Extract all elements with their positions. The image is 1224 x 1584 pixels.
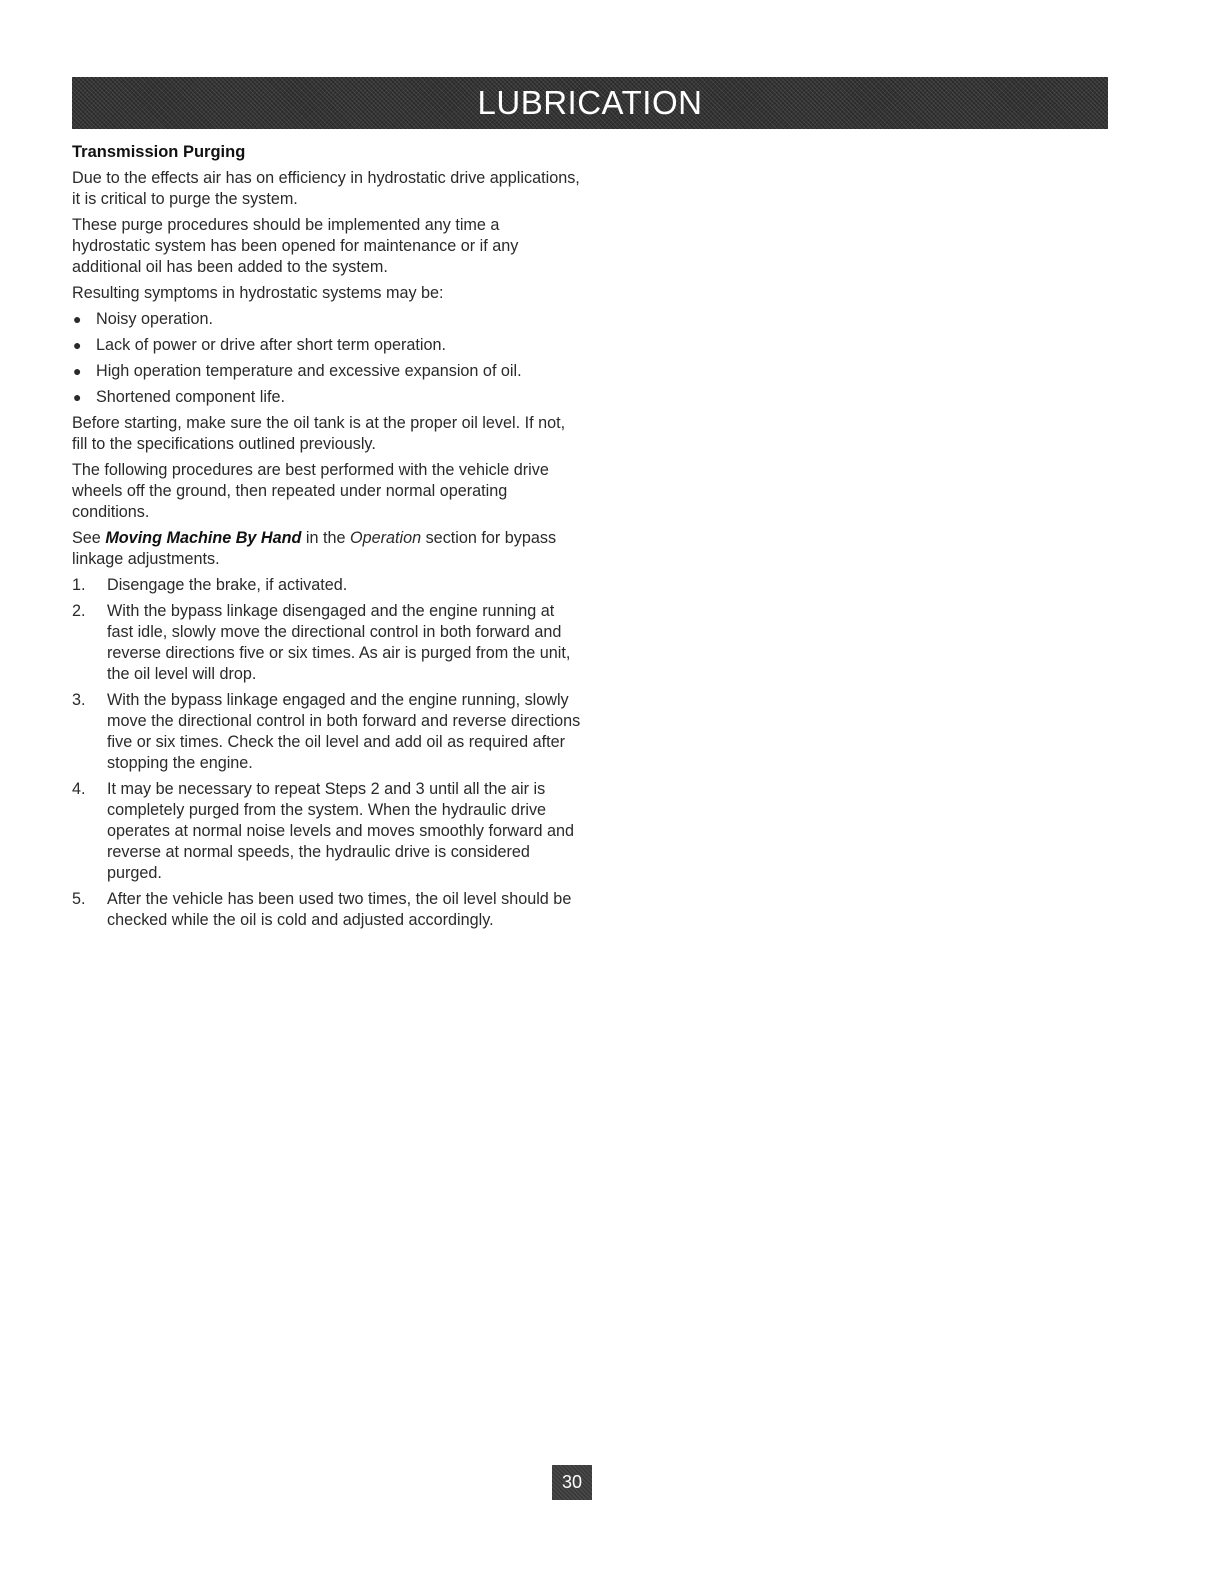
bullet-icon: ● — [73, 311, 82, 327]
paragraph-see-reference — [72, 528, 582, 570]
section-header-title: LUBRICATION — [477, 84, 703, 121]
list-item — [72, 361, 582, 382]
subsection-title: Transmission Purging — [72, 143, 246, 161]
procedure-steps-list — [72, 575, 582, 931]
see-suffix: section for bypass linkage adjustments. — [72, 529, 557, 568]
see-prefix: See — [72, 529, 106, 547]
reference-operation-section: Operation — [350, 529, 422, 547]
step-item — [72, 889, 582, 931]
step-item — [72, 575, 582, 596]
list-item-text: Lack of power or drive after short term operation. — [96, 336, 446, 354]
section-header-bar — [72, 77, 1108, 129]
step-number: 5. — [72, 890, 86, 908]
paragraph-intro: Due to the effects air has on efficiency in hydrostatic drive applications, it is critical to purge the system. — [72, 169, 580, 208]
list-item-text: Shortened component life. — [96, 388, 285, 406]
list-item — [72, 309, 582, 330]
paragraph-before-starting: Before starting, make sure the oil tank is at the proper oil level. If not, fill to the specifications outlined previously. — [72, 414, 566, 453]
list-item — [72, 387, 582, 408]
step-item — [72, 601, 582, 685]
paragraph-symptoms-intro: Resulting symptoms in hydrostatic systems may be: — [72, 284, 444, 302]
main-content — [72, 140, 582, 936]
step-text: After the vehicle has been used two times, the oil level should be checked while the oil is cold and adjusted accordingly. — [107, 890, 572, 929]
list-item-text: Noisy operation. — [96, 310, 213, 328]
reference-moving-machine-by-hand: Moving Machine By Hand — [105, 529, 302, 547]
step-text: With the bypass linkage engaged and the engine running, slowly move the directional control in both forward and reverse directions five or six times. Check the oil level and add oil as required after stopping the engine. — [107, 691, 581, 772]
bullet-icon: ● — [73, 363, 82, 379]
step-text: Disengage the brake, if activated. — [107, 576, 348, 594]
bullet-icon: ● — [73, 337, 82, 353]
paragraph-procedure-conditions: The following procedures are best performed with the vehicle drive wheels off the ground, then repeated under normal operating conditions. — [72, 461, 549, 521]
step-item — [72, 690, 582, 774]
step-text: With the bypass linkage disengaged and the engine running at fast idle, slowly move the directional control in both forward and reverse directions five or six times. As air is purged from the unit, the oil level will drop. — [107, 602, 571, 683]
step-number: 4. — [72, 780, 86, 798]
step-number: 1. — [72, 576, 86, 594]
paragraph-purge-when: These purge procedures should be implemented any time a hydrostatic system has been opened for maintenance or if any additional oil has been added to the system. — [72, 216, 519, 276]
step-number: 3. — [72, 691, 86, 709]
step-item — [72, 779, 582, 884]
symptoms-list — [72, 309, 582, 408]
see-middle: in the — [301, 529, 350, 547]
step-text: It may be necessary to repeat Steps 2 and 3 until all the air is completely purged from the system. When the hydraulic drive operates at normal noise levels and moves smoothly forward and reverse at normal speeds, the hydraulic drive is considered purged. — [107, 780, 574, 882]
step-number: 2. — [72, 602, 86, 620]
page-number: 30 — [552, 1465, 592, 1500]
list-item — [72, 335, 582, 356]
list-item-text: High operation temperature and excessive expansion of oil. — [96, 362, 522, 380]
bullet-icon: ● — [73, 389, 82, 405]
